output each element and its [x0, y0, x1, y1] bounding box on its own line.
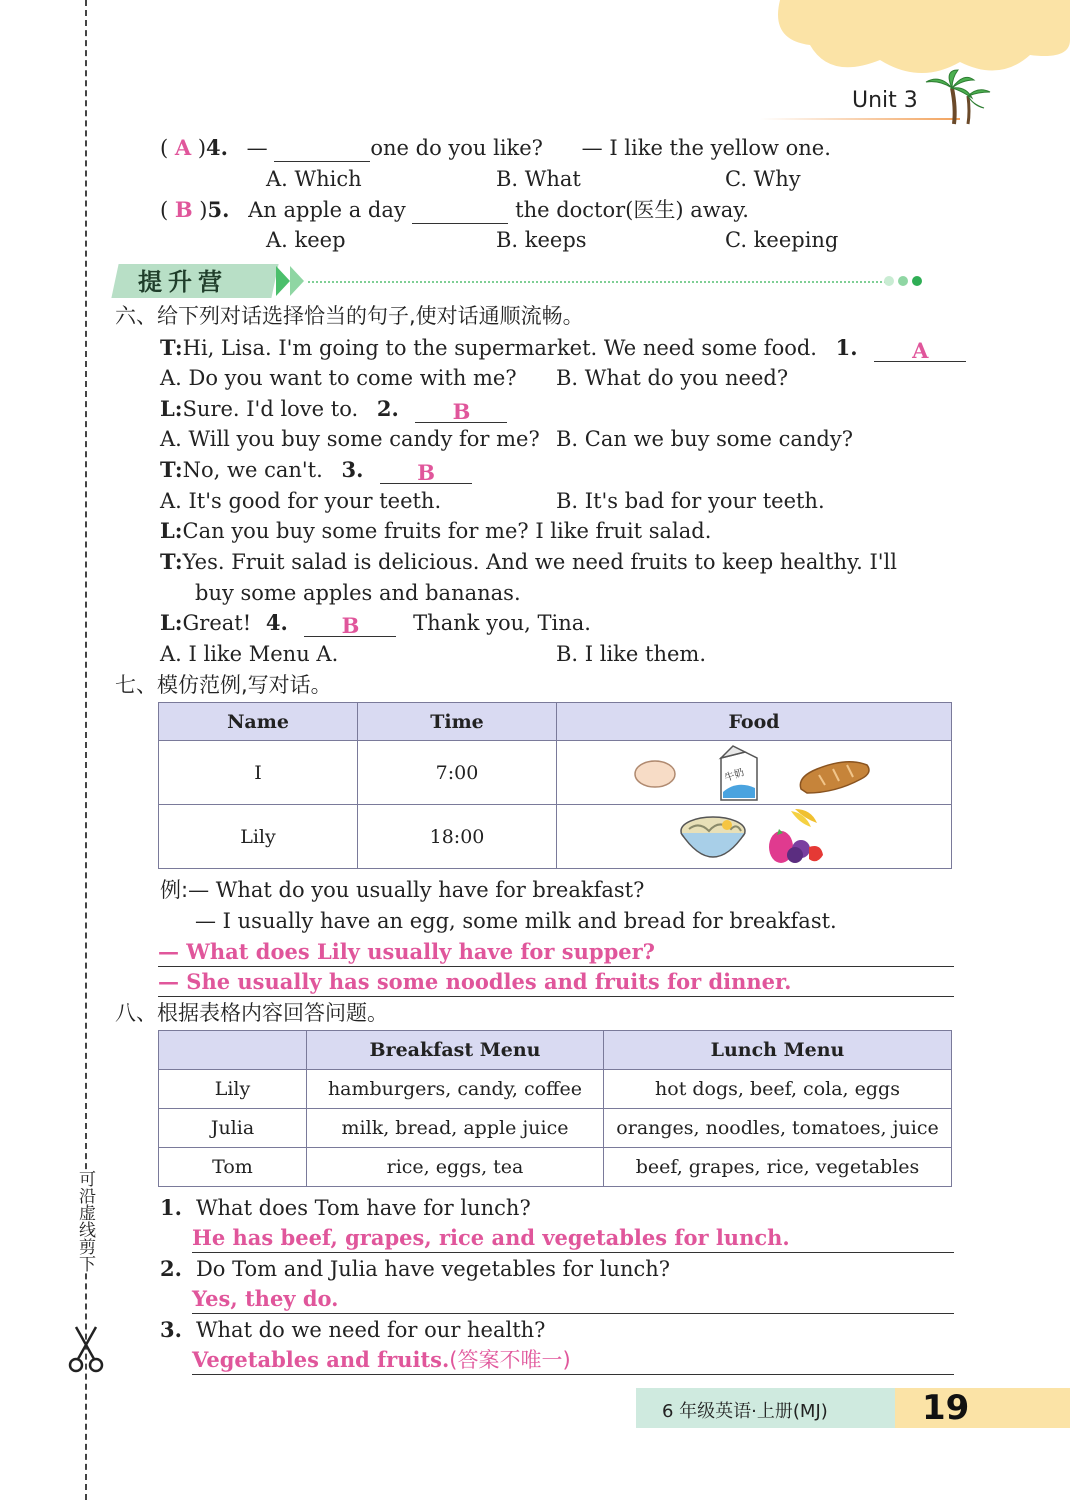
supper-foods — [557, 805, 952, 869]
answer-line-1[interactable]: He has beef, grapes, rice and vegetables for lunch. — [192, 1224, 954, 1253]
breakfast-foods — [557, 741, 952, 805]
col-lunch: Lunch Menu — [604, 1031, 952, 1070]
mc-blank-4[interactable] — [274, 137, 370, 162]
col-time: Time — [358, 703, 557, 741]
row-time: 18:00 — [358, 805, 557, 869]
mc-answer-4: A — [174, 135, 192, 160]
section-7-title: 七、模仿范例,写对话。 — [115, 673, 332, 697]
unit-label: Unit 3 — [852, 88, 918, 113]
example-answer: — I usually have an egg, some milk and bread for breakfast. — [195, 909, 837, 933]
col-breakfast: Breakfast Menu — [307, 1031, 604, 1070]
question-2: 2. Do Tom and Julia have vegetables for lunch? — [160, 1256, 671, 1281]
mc-question-5: ( B )5. An apple a day the doctor(医生) away. — [160, 197, 749, 222]
choice-3b: B. It's bad for your teeth. — [556, 489, 825, 513]
question-1: 1. What does Tom have for lunch? — [160, 1195, 531, 1220]
page-number: 19 — [922, 1388, 970, 1428]
example-question: 例:— What do you usually have for breakfast? — [160, 878, 645, 902]
cut-instruction: 可沿虚线剪下 — [75, 1170, 95, 1272]
lunch-items: oranges, noodles, tomatoes, juice — [604, 1109, 952, 1148]
mc-5-option-b: B. keeps — [496, 228, 587, 252]
row-time: 7:00 — [358, 741, 557, 805]
col-person — [159, 1031, 307, 1070]
dialogue-line-1: T:Hi, Lisa. I'm going to the supermarket. We need some food. 1. A — [160, 334, 966, 362]
palm-tree-icon — [922, 68, 994, 126]
dialogue-answer-line-1[interactable]: — What does Lily usually have for supper? — [158, 938, 954, 967]
mc-answer-5: B — [174, 197, 193, 222]
dialogue-line-4: L:Can you buy some fruits for me? I like fruit salad. — [160, 518, 712, 543]
book-title: 6 年级英语·上册(MJ) — [662, 1401, 828, 1422]
choice-1b: B. What do you need? — [556, 366, 789, 390]
dialogue-answer-2[interactable]: B — [415, 398, 507, 423]
dialogue-answer-1[interactable]: A — [874, 337, 966, 362]
dialogue-answer-4[interactable]: B — [304, 612, 396, 637]
arrow-icon — [276, 266, 308, 296]
dots-icon — [882, 274, 926, 288]
col-food: Food — [557, 703, 952, 741]
choice-2b: B. Can we buy some candy? — [556, 427, 853, 451]
noodles-icon — [679, 811, 747, 865]
cut-line — [85, 0, 87, 1500]
dialogue-line-2: L:Sure. I'd love to. 2. B — [160, 395, 507, 423]
bread-icon — [795, 755, 873, 795]
dialogue-line-5-cont: buy some apples and bananas. — [195, 581, 521, 605]
milk-label: 牛奶 — [723, 767, 746, 785]
mc-5-option-a: A. keep — [266, 228, 346, 252]
mc-blank-5[interactable] — [412, 199, 508, 224]
row-name: Lily — [159, 805, 358, 869]
mc-4-option-a: A. Which — [266, 167, 362, 191]
lunch-items: beef, grapes, rice, vegetables — [604, 1148, 952, 1187]
mc-question-4: ( A )4. — one do you like? — I like the yellow one. — [160, 135, 831, 160]
banner-dotted-line — [308, 281, 886, 283]
choice-4a: A. I like Menu A. — [160, 642, 339, 666]
food-table — [158, 702, 952, 869]
choice-4b: B. I like them. — [556, 642, 706, 666]
breakfast-items: milk, bread, apple juice — [307, 1109, 604, 1148]
person-name: Julia — [159, 1109, 307, 1148]
person-name: Lily — [159, 1070, 307, 1109]
dialogue-answer-line-2[interactable]: — She usually has some noodles and fruits for dinner. — [158, 968, 954, 997]
question-3: 3. What do we need for our health? — [160, 1317, 546, 1342]
lunch-items: hot dogs, beef, cola, eggs — [604, 1070, 952, 1109]
row-name: I — [159, 741, 358, 805]
mc-4-option-b: B. What — [496, 167, 581, 191]
cloud-decoration — [770, 0, 1070, 85]
answer-line-3[interactable]: Vegetables and fruits.(答案不唯一) — [192, 1346, 954, 1375]
answer-line-2[interactable]: Yes, they do. — [192, 1285, 954, 1314]
breakfast-items: rice, eggs, tea — [307, 1148, 604, 1187]
menu-table — [158, 1030, 952, 1187]
mc-5-option-c: C. keeping — [725, 228, 839, 252]
mc-4-option-c: C. Why — [725, 167, 801, 191]
section-8-title: 八、根据表格内容回答问题。 — [115, 1001, 388, 1025]
choice-3a: A. It's good for your teeth. — [160, 489, 442, 513]
dialogue-line-6: L:Great! 4. B Thank you, Tina. — [160, 610, 591, 638]
banner-label: 提升营 — [138, 268, 228, 296]
choice-1a: A. Do you want to come with me? — [160, 366, 517, 390]
milk-carton-icon — [715, 744, 761, 802]
dialogue-line-3: T:No, we can't. 3. B — [160, 456, 472, 484]
col-name: Name — [159, 703, 358, 741]
dialogue-line-5: T:Yes. Fruit salad is delicious. And we need fruits to keep healthy. I'll — [160, 549, 897, 574]
scissors-icon — [68, 1325, 104, 1373]
dialogue-answer-3[interactable]: B — [380, 459, 472, 484]
breakfast-items: hamburgers, candy, coffee — [307, 1070, 604, 1109]
person-name: Tom — [159, 1148, 307, 1187]
section-6-title: 六、给下列对话选择恰当的句子,使对话通顺流畅。 — [115, 304, 584, 328]
choice-2a: A. Will you buy some candy for me? — [160, 427, 540, 451]
fruits-icon — [765, 807, 829, 867]
egg-icon — [633, 759, 677, 789]
